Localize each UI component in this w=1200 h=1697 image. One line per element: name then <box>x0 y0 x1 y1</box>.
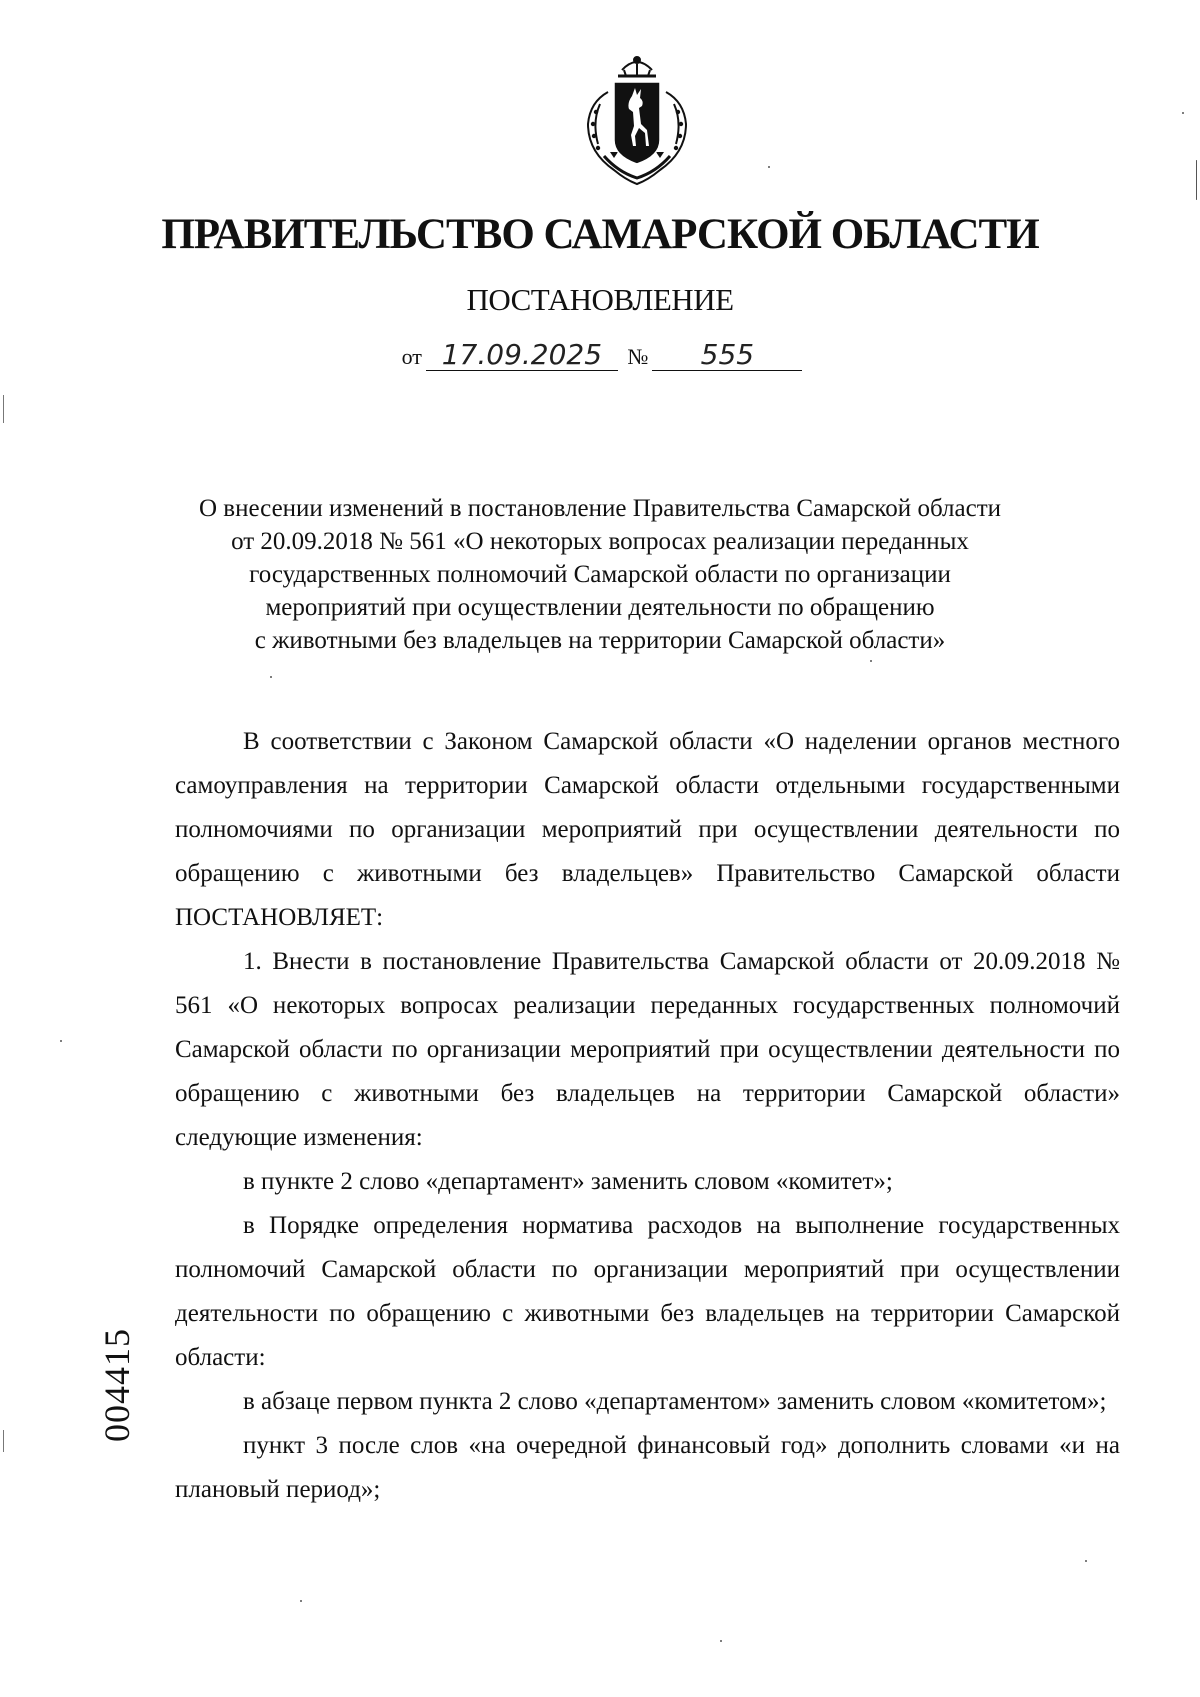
scan-speck <box>720 1640 722 1642</box>
item-1-paragraph: 1. Внести в постановление Правительства Самарской области от 20.09.2018 № 561 «О некоторых вопросах реализации переданных государственных полномочий Самарской области по организации мероприятий при осуществлении деятельности по обращению с животными без владельцев на территории Самарской области» следующие изменения: <box>175 948 1120 1151</box>
document-type: ПОСТАНОВЛЕНИЕ <box>466 282 734 317</box>
document-body <box>175 720 1120 1512</box>
scan-edge-mark <box>3 1430 4 1452</box>
scan-speck <box>1182 112 1184 114</box>
subject-line: мероприятий при осуществлении деятельности по обращению <box>265 594 935 621</box>
scan-speck <box>300 1600 302 1602</box>
scan-speck <box>768 166 770 168</box>
subject-line: с животными без владельцев на территории Самарской области» <box>254 627 946 654</box>
subject-line: от 20.09.2018 № 561 «О некоторых вопросах реализации переданных <box>231 528 969 555</box>
scan-speck <box>1085 1560 1087 1562</box>
preamble-paragraph: В соответствии с Законом Самарской области «О наделении органов местного самоуправления на территории Самарской области отдельными государственными полномочиями по организации мероприятий при осуществлении деятельности по обращению с животными без владельцев» Правительство Самарской области ПОСТАНОВЛЯЕТ: <box>175 728 1120 931</box>
date-prefix: от <box>401 344 422 369</box>
number-field: 555 <box>652 340 802 371</box>
change-paragraph: пункт 3 после слов «на очередной финансовый год» дополнить словами «и на плановый период»; <box>175 1432 1120 1503</box>
scan-speck <box>1196 160 1197 200</box>
date-field: 17.09.2025 <box>426 340 618 371</box>
scan-edge-mark <box>3 395 4 423</box>
scan-speck <box>270 676 272 678</box>
number-prefix: № <box>627 344 649 369</box>
subject-line: О внесении изменений в постановление Правительства Самарской области <box>198 495 1002 522</box>
government-title: ПРАВИТЕЛЬСТВО САМАРСКОЙ ОБЛАСТИ <box>161 211 1039 258</box>
change-paragraph: в пункте 2 слово «департамент» заменить словом «комитет»; <box>243 1168 893 1195</box>
scan-speck <box>60 1040 62 1042</box>
document-subject <box>150 492 1050 657</box>
scan-speck <box>870 660 872 662</box>
date-number-line <box>0 340 1200 371</box>
side-stamp-number: 004415 <box>97 1328 137 1442</box>
change-paragraph: в Порядке определения норматива расходов на выполнение государственных полномочий Самарской области по организации мероприятий при осуществлении деятельности по обращению с животными без владельцев на территории Самарской области: <box>175 1212 1120 1371</box>
subject-line: государственных полномочий Самарской области по организации <box>249 561 951 588</box>
change-paragraph: в абзаце первом пункта 2 слово «департаментом» заменить словом «комитетом»; <box>243 1388 1107 1415</box>
samara-coat-of-arms-icon <box>574 52 700 186</box>
